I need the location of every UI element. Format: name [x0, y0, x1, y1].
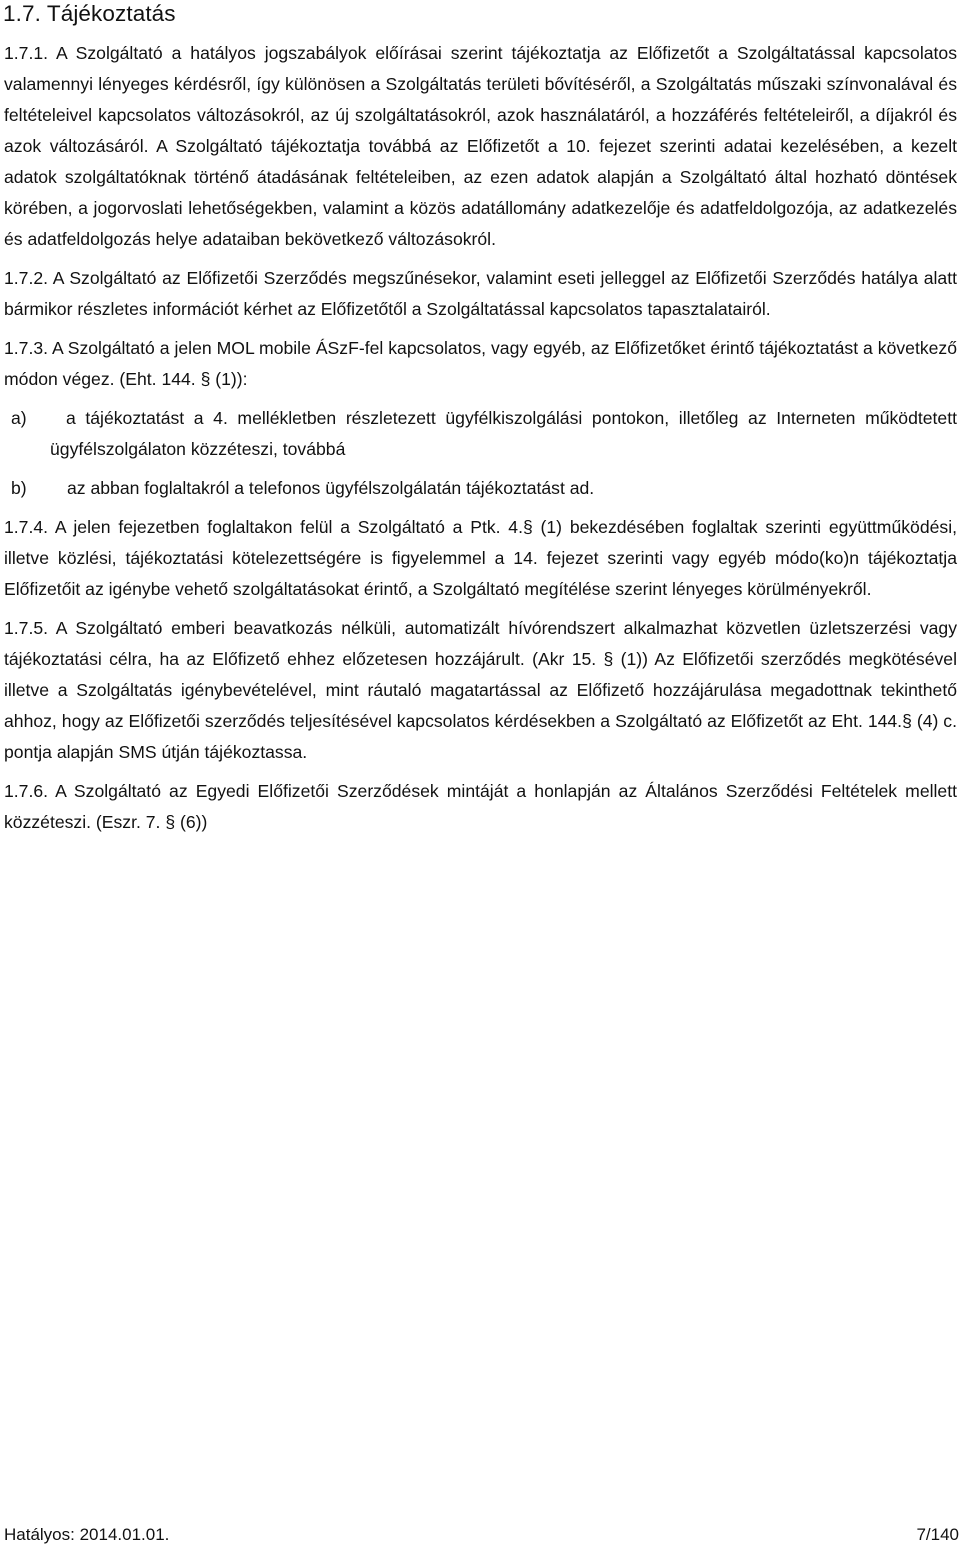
paragraph-1-7-1: 1.7.1. A Szolgáltató a hatályos jogszabályok előírásai szerint tájékoztatja az Előfizetőt a Szolgáltatással kapcsolatos valamennyi lényeges kérdésről, így különösen a Szolgáltatás területi bővítéséről, a Szolgáltatás műszaki színvonalával és feltételeivel kapcsolatos változásokról, az új szolgáltatásokról, azok használatáról, a hozzáférés feltételeiről, a díjakról és azok változásáról. A Szolgáltató tájékoztatja továbbá az Előfizetőt a 10. fejezet szerinti adatai kezelésében, a kezelt adatok szolgáltatóknak történő átadásának feltételeiben, az ezen adatok alapján a Szolgáltató által hozható döntések körében, a jogorvoslati lehetőségekben, valamint a közös adatállomány adatkezelője és adatfeldolgozója, az adatkezelés és adatfeldolgozás helye adataiban bekövetkező változásokról. — [4, 43, 957, 249]
document-body — [4, 38, 957, 846]
paragraph-1-7-5: 1.7.5. A Szolgáltató emberi beavatkozás nélküli, automatizált hívórendszert alkalmazhat közvetlen üzletszerzési vagy tájékoztatási célra, ha az Előfizető ehhez előzetesen hozzájárult. (Akr 15. § (1)) Az Előfizetői szerződés megkötésével illetve a Szolgáltatás igénybevételével, mint ráutaló magatartással az Előfizető hozzájárulása megadottnak tekinthető ahhoz, hogy az Előfizetői szerződés teljesítésével kapcsolatos kérdésekben a Szolgáltató az Előfizetőt az Eht. 144.§ (4) c. pontja alapján SMS útján tájékoztassa. — [4, 618, 957, 762]
paragraph-1-7-6: 1.7.6. A Szolgáltató az Egyedi Előfizetői Szerződések mintáját a honlapján az Általános Szerződési Feltételek mellett közzéteszi. (Eszr. 7. § (6)) — [4, 781, 957, 832]
paragraph-1-7-4: 1.7.4. A jelen fejezetben foglaltakon felül a Szolgáltató a Ptk. 4.§ (1) bekezdésében foglaltak szerinti együttműködési, illetve közlési, tájékoztatási kötelezettségére is figyelemmel a 14. fejezet szerinti vagy egyéb módo(ko)n tájékoztatja Előfizetőit az igénybe vehető szolgáltatásokat érintő, a Szolgáltató megítélése szerint lényeges körülményekről. — [4, 517, 957, 599]
list-item-b-text: az abban foglaltakról a telefonos ügyfélszolgálatán tájékoztatást ad. — [67, 478, 595, 498]
section-heading: 1.7. Tájékoztatás — [3, 1, 176, 26]
page-number: 7/140 — [916, 1525, 959, 1544]
list-item-a — [4, 403, 957, 465]
list-marker-b: b) — [11, 478, 27, 498]
list-item-b — [4, 473, 957, 504]
list-marker-a: a) — [11, 408, 27, 428]
list-item-a-text: a tájékoztatást a 4. mellékletben részletezett ügyfélkiszolgálási pontokon, illetőleg az Interneten működtetett ügyfélszolgálaton közzéteszi, továbbá — [50, 408, 957, 459]
paragraph-1-7-3: 1.7.3. A Szolgáltató a jelen MOL mobile ÁSzF-fel kapcsolatos, vagy egyéb, az Előfizetőket érintő tájékoztatást a következő módon végez. (Eht. 144. § (1)): — [4, 338, 957, 389]
effective-date: Hatályos: 2014.01.01. — [4, 1525, 170, 1544]
paragraph-1-7-2: 1.7.2. A Szolgáltató az Előfizetői Szerződés megszűnésekor, valamint eseti jelleggel az Előfizetői Szerződés hatálya alatt bármikor részletes információt kérhet az Előfizetőtől a Szolgáltatással kapcsolatos tapasztalatairól. — [4, 268, 957, 319]
